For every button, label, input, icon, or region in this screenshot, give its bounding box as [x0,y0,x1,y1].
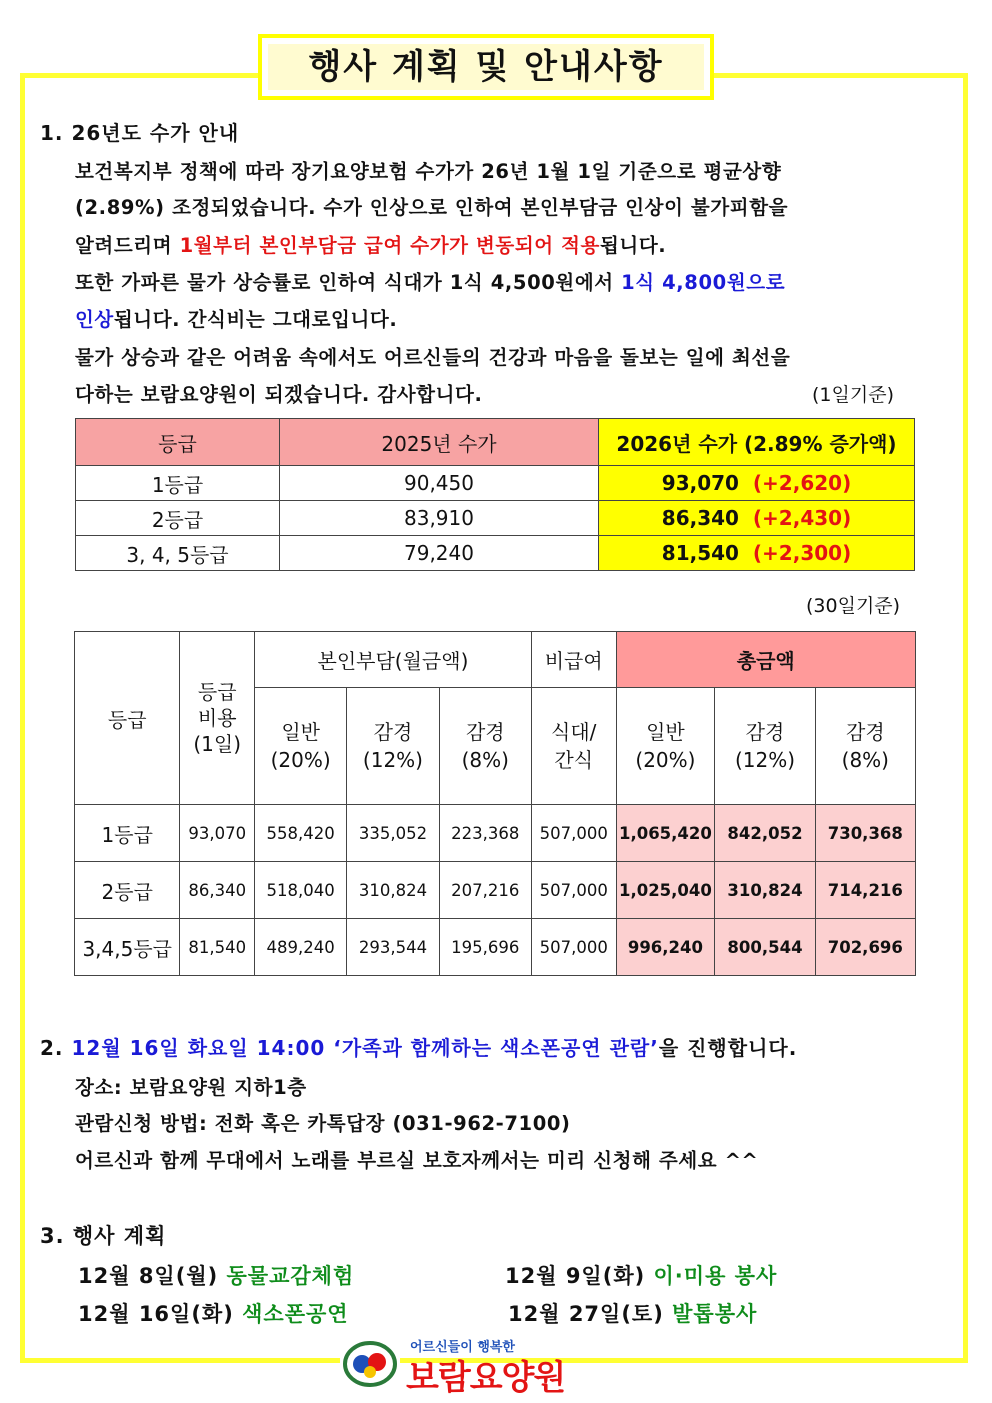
total-cell: 702,696 [815,919,915,976]
event-item [78,1260,354,1290]
value-cell: 518,040 [254,862,346,919]
t2-subheader: 일반 (20%) [254,688,346,805]
text-segment: 인상 [75,308,114,331]
t1-header-grade: 등급 [76,419,280,466]
t2-subheader: 감경 (12%) [347,688,439,805]
value-cell: 195,696 [439,919,531,976]
fee-2026-cell [599,501,915,536]
total-cell: 996,240 [616,919,715,976]
event-date: 12월 27일(토) [508,1302,664,1326]
value-cell: 507,000 [531,862,616,919]
cost-cell: 93,070 [180,805,255,862]
value-cell: 293,544 [347,919,439,976]
cost-cell: 86,340 [180,862,255,919]
fee-2026-cell [599,466,915,501]
section2-place: 장소: 보람요양원 지하1층 [75,1076,307,1099]
event-date: 12월 9일(화) [505,1264,646,1288]
text-segment: 됩니다. 간식비는 그대로입니다. [113,308,398,331]
event-name: 발톱봉사 [672,1302,758,1326]
text-segment: 1월부터 본인부담금 급여 수가가 변동되어 적용 [179,234,600,257]
table-row [76,501,915,536]
t2-header-grade: 등급 [75,632,180,805]
grade-cell: 2등급 [76,501,280,536]
fee-2025-cell: 90,450 [280,466,599,501]
logo-emblem-icon [342,1338,402,1390]
total-cell: 1,025,040 [616,862,715,919]
fee-2026-cell [599,536,915,571]
table-row [75,805,916,862]
event-date: 12월 8일(월) [78,1264,219,1288]
table-row [76,536,915,571]
total-cell: 800,544 [715,919,815,976]
section2-notice: 어르신과 함께 무대에서 노래를 부르실 보호자께서는 미리 신청해 주세요 ^^ [75,1149,759,1172]
table-row [75,919,916,976]
event-item [505,1260,777,1290]
event-name: 색소폰공연 [242,1302,349,1326]
t2-subheader: 일반 (20%) [616,688,715,805]
value-cell: 507,000 [531,919,616,976]
value-cell: 335,052 [347,805,439,862]
text-segment: 됩니다. [600,234,667,257]
t2-subheader: 감경 (12%) [715,688,815,805]
event-date: 12월 16일(화) [78,1302,234,1326]
text-segment: 물가 상승과 같은 어려움 속에서도 어르신들의 건강과 마음을 돌보는 일에 최선을 [75,346,791,369]
value-cell: 310,824 [347,862,439,919]
t1-header-2026: 2026년 수가 (2.89% 증가액) [599,419,915,466]
total-cell: 1,065,420 [616,805,715,862]
value-cell: 558,420 [254,805,346,862]
t2-header-nonpay: 비급여 [531,632,616,688]
fee-table [75,418,915,571]
section1-line [75,267,785,295]
grade-cell: 1등급 [76,466,280,501]
fee-increase: (+2,620) [752,471,852,495]
text-segment: 보건복지부 정책에 따라 장기요양보험 수가가 26년 1월 1일 기준으로 평균상향 [75,160,782,183]
note-monthly: (30일기준) [806,595,901,617]
table-row [76,466,915,501]
t2-subheader: 식대/ 간식 [531,688,616,805]
monthly-table [74,631,916,976]
total-cell: 310,824 [715,862,815,919]
fee-2025-cell: 83,910 [280,501,599,536]
section2-apply: 관람신청 방법: 전화 혹은 카톡답장 (031-962-7100) [75,1112,571,1135]
value-cell: 223,368 [439,805,531,862]
logo [340,1336,610,1396]
grade-cell: 2등급 [75,862,180,919]
section2-number: 2. [40,1036,72,1060]
section1-line [75,379,483,407]
fee-2025-cell: 79,240 [280,536,599,571]
section2-heading [40,1032,797,1061]
text-segment: 알려드리며 [75,234,180,257]
section1-line [75,342,790,370]
t1-header-2025: 2025년 수가 [280,419,599,466]
value-cell: 489,240 [254,919,346,976]
fee-2026-value: 93,070 [661,471,739,495]
total-cell: 842,052 [715,805,815,862]
section1-line [75,230,666,258]
logo-tagline: 어르신들이 행복한 [410,1340,515,1355]
section1-line [75,304,397,332]
section3-heading: 3. 행사 계획 [40,1224,167,1248]
logo-name: 보람요양원 [406,1358,566,1398]
cost-cell: 81,540 [180,919,255,976]
fee-increase: (+2,300) [752,541,852,565]
text-segment: 1식 4,800원으로 [621,271,786,294]
page-title: 행사 계획 및 안내사항 [308,47,664,87]
total-cell: 730,368 [815,805,915,862]
section2-rest: 을 진행합니다. [658,1036,798,1060]
note-daily: (1일기준) [812,384,894,406]
event-item [508,1298,757,1328]
event-item [78,1298,349,1328]
table-row [75,862,916,919]
grade-cell: 3,4,5등급 [75,919,180,976]
grade-cell: 1등급 [75,805,180,862]
fee-increase: (+2,430) [752,506,852,530]
fee-2026-value: 86,340 [661,506,739,530]
section2-event: 12월 16일 화요일 14:00 ‘가족과 함께하는 색소폰공연 관람’ [71,1036,659,1060]
grade-cell: 3, 4, 5등급 [76,536,280,571]
event-name: 동물교감체험 [226,1264,355,1288]
text-segment: 또한 가파른 물가 상승률로 인하여 식대가 1식 4,500원에서 [75,271,622,294]
value-cell: 507,000 [531,805,616,862]
title-box [258,34,714,100]
event-name: 이·미용 봉사 [653,1264,778,1288]
t2-header-cost: 등급 비용 (1일) [180,632,255,805]
t2-header-total: 총금액 [616,632,916,688]
value-cell: 207,216 [439,862,531,919]
total-cell: 714,216 [815,862,915,919]
fee-2026-value: 81,540 [661,541,739,565]
section1-heading: 1. 26년도 수가 안내 [40,121,240,145]
t2-subheader: 감경 (8%) [439,688,531,805]
section1-line [75,192,788,220]
text-segment: 다하는 보람요양원이 되겠습니다. 감사합니다. [75,383,483,406]
section1-line [75,156,781,184]
t2-header-self: 본인부담(월금액) [254,632,531,688]
t2-subheader: 감경 (8%) [815,688,915,805]
text-segment: (2.89%) 조정되었습니다. 수가 인상으로 인하여 본인부담금 인상이 불가피함을 [75,196,789,219]
